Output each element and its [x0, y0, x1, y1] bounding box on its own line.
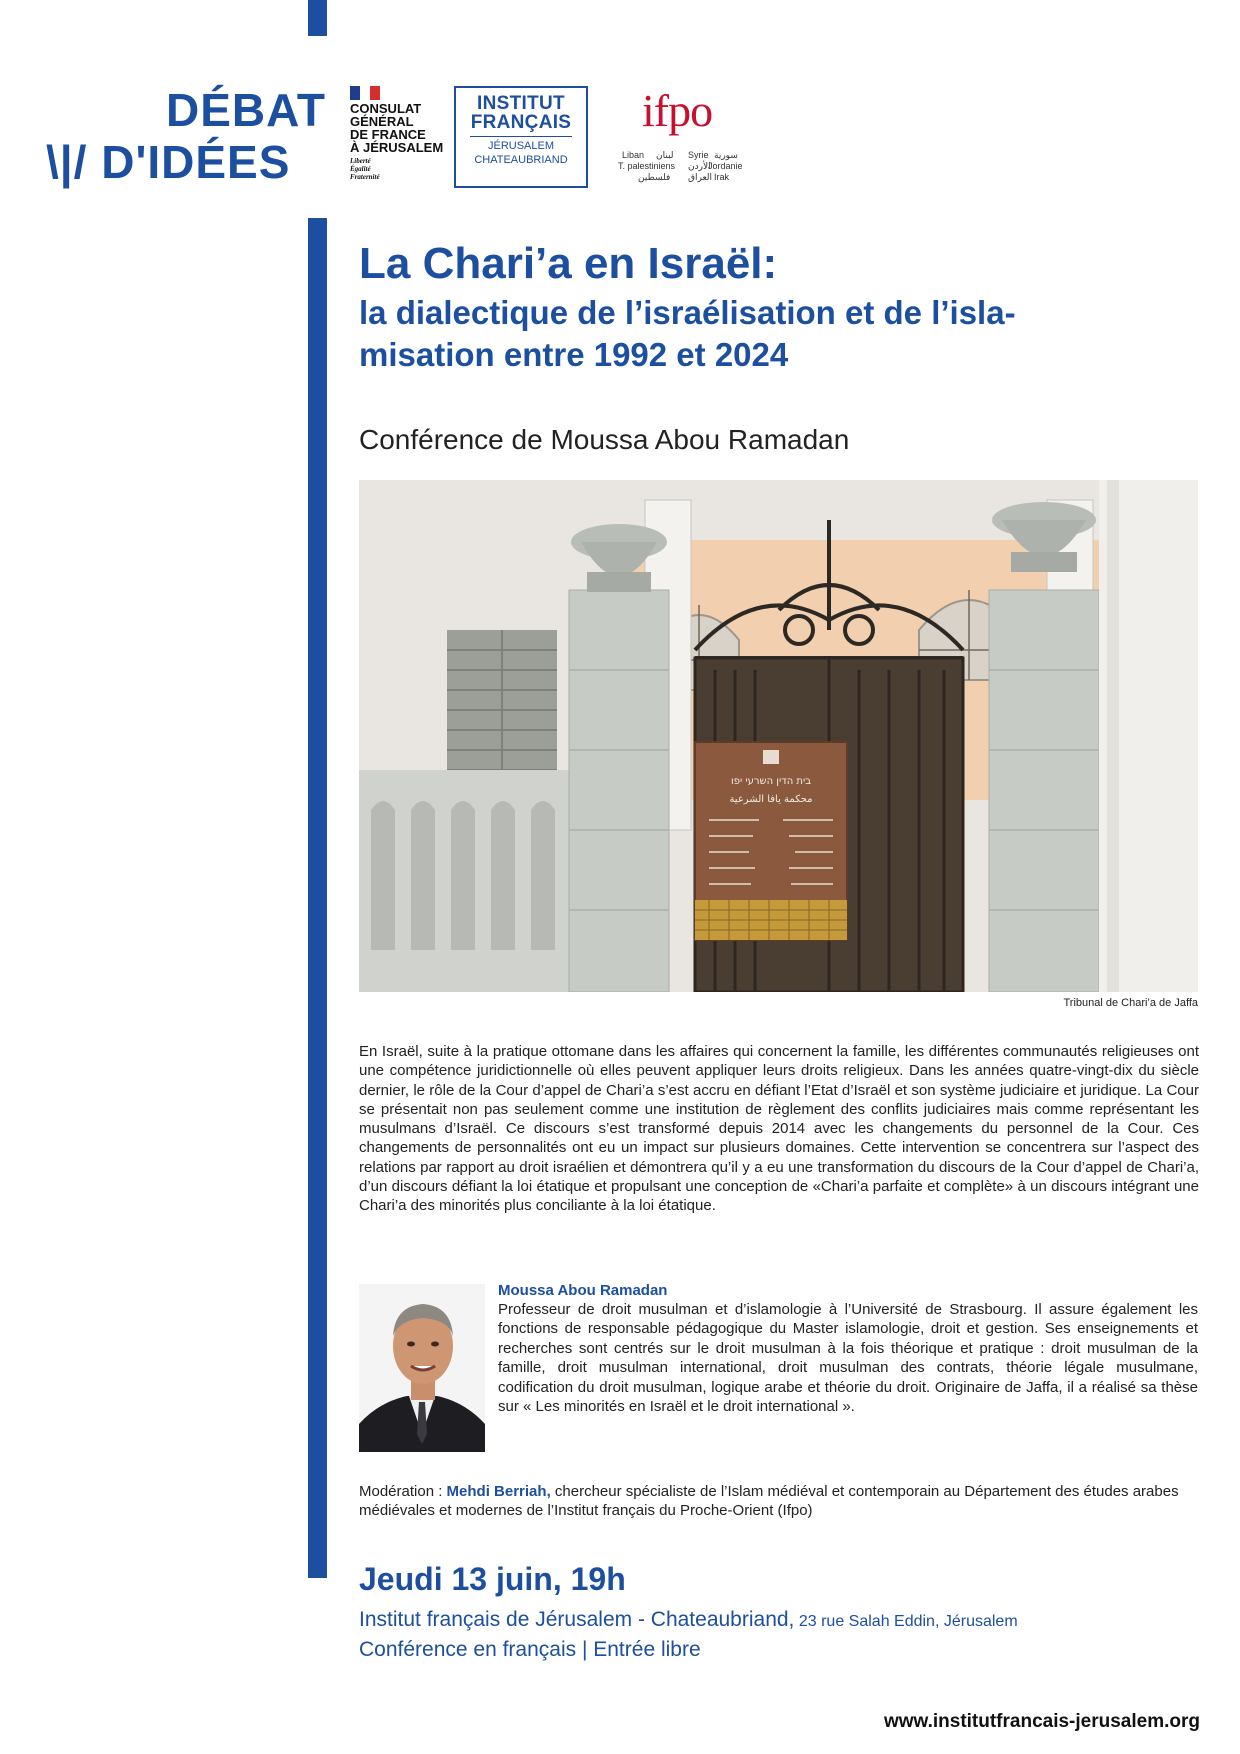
sign-hebrew: בית הדין השרעי יפו [730, 776, 812, 787]
moderator-name: Mehdi Berriah, [446, 1483, 551, 1500]
institut-sub1: JÉRUSALEM [487, 140, 555, 152]
moderation-text: chercheur spécialiste de l’Islam médiéval et contemporain au Département des études arabes médiévales et modernes de l’Institut français du Proche-Orient (Ifpo) [359, 1483, 1179, 1520]
website-link[interactable]: www.institutfrancais-jerusalem.org [883, 1711, 1200, 1732]
motto-word: Liberté [350, 157, 371, 165]
ifpo-tag: فلسطين [638, 172, 671, 182]
event-title [359, 238, 1209, 376]
moderation-label: Modération : [359, 1483, 447, 1500]
brand-bar-main [308, 218, 327, 1578]
consulat-line: À JÉRUSALEM [350, 140, 444, 155]
institut-line2: FRANÇAIS [470, 112, 572, 133]
consulat-line: CONSULAT [350, 101, 422, 116]
consulat-logo [350, 86, 450, 196]
institut-divider [470, 136, 572, 137]
intro-paragraph: En Israël, suite à la pratique ottomane dans les affaires qui concernent la famille, les différentes communautés religieuses ont une compétence juridictionnelle où elles peuvent appliquer leurs droits religieux. Dans les années quatre-vingt-dix du siècle dernier, le rôle de la Cour d’appel de Chari’a s’est accru en défiant l’Etat d’Israël et son système judiciaire et juridique. La Cour se présentait non pas seulement comme une institution de règlement des conflits judiciaires mais comme représentant les musulmans d’Israël. Ce discours s’est transformé depuis 2014 avec les changements du personnel de la Cour. Ces changements de personnalités ont eu un impact sur plusieurs domaines. Cette intervention se concentrera sur l’aspect des relations par rapport au droit israélien et démontrera qu’il y a eu une transformation du discours de la Cour d’appel de Chari’a, d’un discours défiant la loi étatique et propulsant une conception de «Chari’a parfaite et complète» à un discours intégrant une Chari’a des minorités plus conciliante à la loi étatique. [359, 1043, 1199, 1215]
ifpo-country-tags [618, 150, 743, 190]
bio-text: Professeur de droit musulman et d’islamologie à l’Université de Strasbourg. Il assure également les fonctions de responsable pédagogique du Master islamologie, droit et gestion. Ses enseignements et recherches sont centrés sur le droit musulman à la fois théorique et pratique : droit musulman de la famille, droit musulman international, droit musulman des contrats, théorie légale musulmane, codification du droit musulman, logique arabe et théorie du droit. Originaire de Jaffa, il a réalisé sa thèse sur « Les minorités en Israël et le droit international ». [498, 1301, 1198, 1416]
title-main: La Chari’a en Israël: [359, 239, 778, 288]
speaker-portrait [359, 1284, 485, 1452]
ifpo-tag: T. palestiniens [618, 161, 676, 171]
sign-arabic: محكمة يافا الشرعية [729, 794, 813, 805]
bio-name: Moussa Abou Ramadan [498, 1282, 668, 1299]
institut-sub2: CHATEAUBRIAND [474, 154, 568, 166]
event-venue [359, 1606, 1018, 1635]
title-sub-line: misation entre 1992 et 2024 [359, 336, 789, 373]
institut-line1: INSTITUT [477, 93, 565, 114]
motto-word: Fraternité [350, 173, 380, 181]
header-logos [0, 0, 1240, 210]
ifpo-tag: لبنان [656, 150, 674, 160]
ifpo-tag: العراق [688, 172, 713, 182]
debat-logo-line1: DÉBAT [166, 84, 327, 136]
venue-name: Institut français de Jérusalem - Chateaubriand, [359, 1608, 795, 1631]
speaker-line: Conférence de Moussa Abou Ramadan [359, 424, 850, 455]
ifpo-tag: Syrie [688, 150, 709, 160]
debat-idees-logo [46, 86, 346, 196]
event-language: Conférence en français | Entrée libre [359, 1638, 701, 1661]
debat-logo-word: D'IDÉES [101, 136, 291, 188]
ifpo-tag: Irak [714, 172, 730, 182]
ifpo-tag: سورية [714, 150, 738, 160]
title-sub-line: la dialectique de l’israélisation et de l’isla- [359, 294, 1016, 331]
motto-word: Égalité [350, 165, 371, 173]
portrait-illustration [359, 1284, 485, 1452]
ifpo-wordmark: ifpo [642, 85, 713, 136]
court-building-illustration [359, 480, 1198, 992]
event-date: Jeudi 13 juin, 19h [359, 1561, 626, 1597]
ifpo-tag: Jordanie [708, 161, 743, 171]
photo-caption: Tribunal de Chari’a de Jaffa [1063, 997, 1198, 1009]
consulat-line: DE FRANCE [350, 127, 426, 142]
republic-motto [350, 157, 450, 181]
ifpo-tag: الأردن [688, 161, 711, 171]
debat-logo-line2 [46, 138, 290, 186]
court-photo [359, 480, 1198, 992]
venue-address: 23 rue Salah Eddin, Jérusalem [794, 1613, 1018, 1630]
moderation-paragraph [359, 1482, 1199, 1521]
debat-slash-icon: \|/ [46, 136, 88, 188]
title-subtitle [359, 292, 1209, 376]
ifpo-logo [618, 85, 743, 196]
french-flag-icon [350, 86, 380, 100]
consulat-name [350, 102, 450, 154]
institut-francais-logo [454, 86, 588, 188]
ifpo-tag: Liban [622, 150, 645, 160]
consulat-line: GÉNÉRAL [350, 114, 414, 129]
